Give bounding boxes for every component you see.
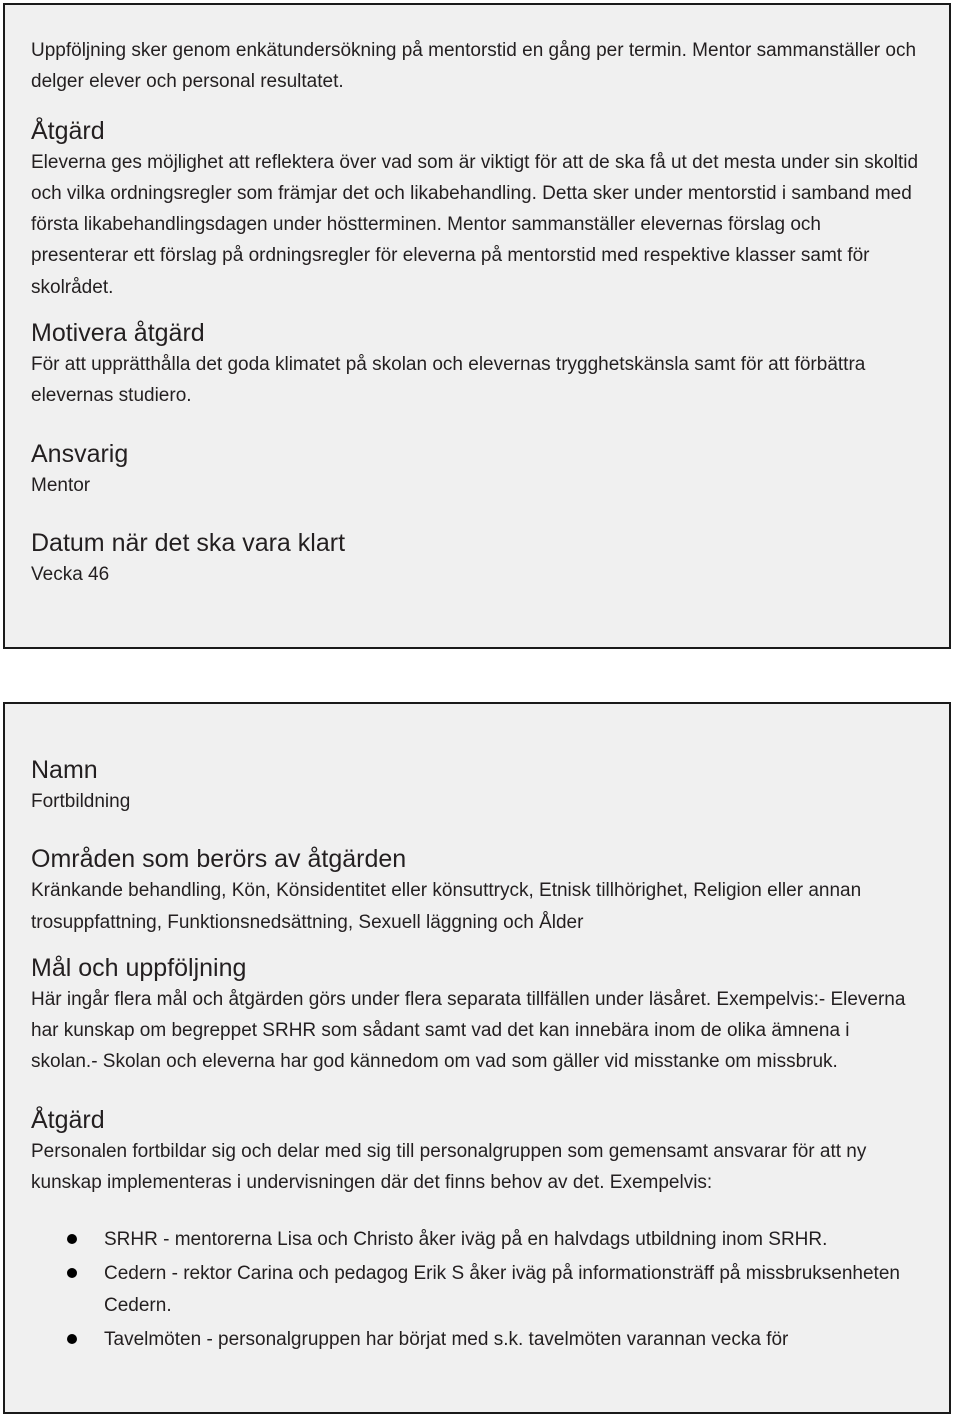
action-plan-block-2 <box>3 702 951 1414</box>
list-item <box>31 1258 921 1323</box>
bullet-icon <box>67 1268 77 1278</box>
atgard-heading: Åtgärd <box>31 116 105 145</box>
action-plan-block-1 <box>3 3 951 649</box>
mal-text: Här ingår flera mål och åtgärden görs under flera separata tillfällen under läsåret. Exempelvis:- Eleverna har kunskap om begreppet SRHR som sådant samt vad det kan innebära inom de olika ämnena i skolan.- Skolan och eleverna har god kännedom om vad som gäller vid misstanke om missbruk. <box>31 988 906 1073</box>
datum-heading: Datum när det ska vara klart <box>31 528 346 557</box>
mal-heading: Mål och uppföljning <box>31 953 247 982</box>
ansvarig-text: Mentor <box>31 474 91 496</box>
example-list <box>31 1224 921 1356</box>
bullet-icon <box>67 1334 77 1344</box>
motivera-text: För att upprätthålla det goda klimatet på skolan och elevernas trygghetskänsla samt för att förbättra elevernas studiero. <box>31 354 866 407</box>
atgard-text-2: Personalen fortbildar sig och delar med sig till personalgruppen som gemensamt ansvarar för att ny kunskap implementeras i undervisningen där det finns behov av det. Exempelvis: <box>31 1140 867 1194</box>
list-item-text: SRHR - mentorerna Lisa och Christo åker iväg på en halvdags utbildning inom SRHR. <box>104 1229 828 1251</box>
namn-text: Fortbildning <box>31 791 131 812</box>
list-item <box>31 1224 921 1257</box>
omraden-heading: Områden som berörs av åtgärden <box>31 845 407 874</box>
atgard-heading-2: Åtgärd <box>31 1105 105 1134</box>
list-item-text: Tavelmöten - personalgruppen har börjat med s.k. tavelmöten varannan vecka för <box>104 1328 789 1350</box>
followup-text: Uppföljning sker genom enkätundersökning på mentorstid en gång per termin. Mentor sammanställer och delger elever och personal resultatet. <box>31 40 917 93</box>
omraden-text: Kränkande behandling, Kön, Könsidentitet eller könsuttryck, Etnisk tillhörighet, Religion eller annan trosuppfattning, Funktionsnedsättning, Sexuell läggning och Ålder <box>31 880 862 933</box>
namn-heading: Namn <box>31 756 98 784</box>
motivera-heading: Motivera åtgärd <box>31 319 205 348</box>
bullet-icon <box>67 1234 77 1244</box>
list-item-text: Cedern - rektor Carina och pedagog Erik S åker iväg på informationsträff på missbruksenheten Cedern. <box>104 1262 900 1317</box>
list-item <box>31 1324 921 1357</box>
atgard-text: Eleverna ges möjlighet att reflektera över vad som är viktigt för att de ska få ut det mesta under sin skoltid och vilka ordningsregler som främjar det och likabehandling. Detta sker under mentorstid i samband med första likabehandlingsdagen under höstterminen. Mentor sammanställer elevernas förslag och presenterar ett förslag på ordningsregler för eleverna på mentorstid med respektive klasser samt för skolrådet. <box>31 151 919 298</box>
ansvarig-heading: Ansvarig <box>31 439 129 468</box>
datum-text: Vecka 46 <box>31 563 110 585</box>
